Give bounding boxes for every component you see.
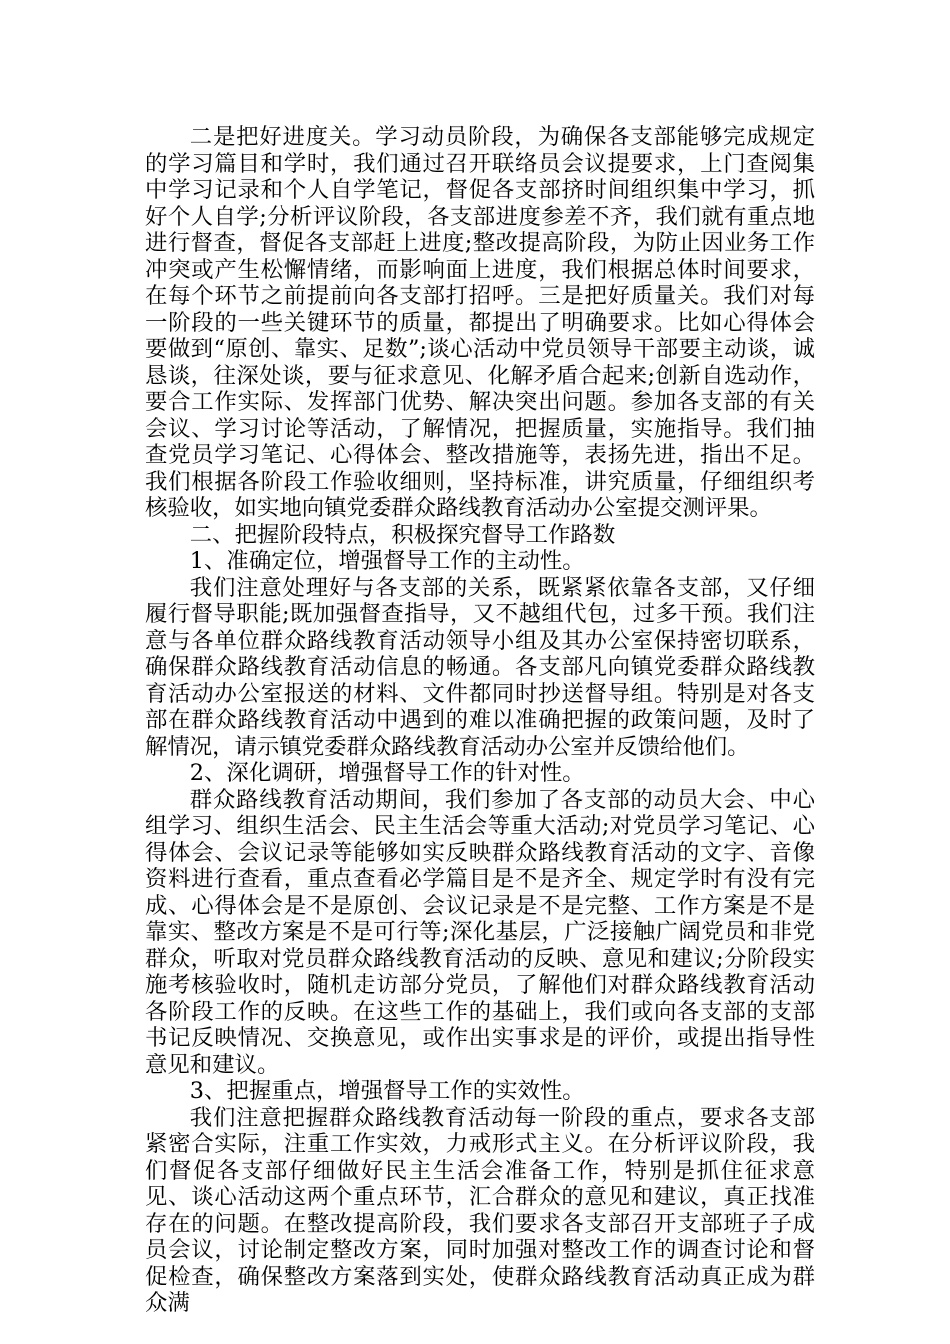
- paragraph-research: 群众路线教育活动期间，我们参加了各支部的动员大会、中心组学习、组织生活会、民主生活会等重大活动;对党员学习笔记、心得体会、会议记录等能够如实反映群众路线教育活动的文字、音像资料进行查看，重点查看必学篇目是不是齐全、规定学时有没有完成、心得体会是不是原创、会议记录是不是完整、工作方案是不是靠实、整改方案是不是可行等;深化基层，广泛接触广阔党员和非党群众，听取对党员群众路线教育活动的反映、意见和建议;分阶段实施考核验收时，随机走访部分党员，了解他们对群众路线教育活动各阶段工作的反映。在这些工作的基础上，我们或向各支部的支部书记反映情况、交换意见，或作出实事求是的评价，或提出指导性意见和建议。: [145, 786, 815, 1078]
- subheading-two: 2、深化调研，增强督导工作的针对性。: [189, 760, 585, 786]
- subheading-three: 3、把握重点，增强督导工作的实效性。: [189, 1078, 585, 1104]
- section-heading-two: 二、把握阶段特点，积极探究督导工作路数: [189, 521, 616, 548]
- paragraph-positioning: 我们注意处理好与各支部的关系，既紧紧依靠各支部，又仔细履行督导职能;既加强督查指导，又不越组代包，过多干预。我们注意与各单位群众路线教育活动领导小组及其办公室保持密切联系，确保群众路线教育活动信息的畅通。各支部凡向镇党委群众路线教育活动办公室报送的材料、文件都同时抄送督导组。特别是对各支部在群众路线教育活动中遇到的难以准确把握的政策问题，及时了解情况，请示镇党委群众路线教育活动办公室并反馈给他们。: [145, 574, 815, 760]
- document-body: [145, 124, 815, 1317]
- subheading-one: 1、准确定位，增强督导工作的主动性。: [189, 548, 585, 574]
- paragraph-focus: 我们注意把握群众路线教育活动每一阶段的重点，要求各支部紧密合实际，注重工作实效，力戒形式主义。在分析评议阶段，我们督促各支部仔细做好民主生活会准备工作，特别是抓住征求意见、谈心活动这两个重点环节，汇合群众的意见和建议，真正找准存在的问题。在整改提高阶段，我们要求各支部召开支部班子子成员会议，讨论制定整改方案，同时加强对整改工作的调查讨论和督促检查，确保整改方案落到实处，使群众路线教育活动真正成为群众满: [145, 1104, 815, 1316]
- paragraph-progress-quality: 二是把好进度关。学习动员阶段，为确保各支部能够完成规定的学习篇目和学时，我们通过召开联络员会议提要求，上门查阅集中学习记录和个人自学笔记，督促各支部挤时间组织集中学习，抓好个人自学;分析评议阶段，各支部进度参差不齐，我们就有重点地进行督查，督促各支部赶上进度;整改提高阶段，为防止因业务工作冲突或产生松懈情绪，而影响面上进度，我们根据总体时间要求，在每个环节之前提前向各支部打招呼。三是把好质量关。我们对每一阶段的一些关键环节的质量，都提出了明确要求。比如心得体会要做到“原创、靠实、足数”;谈心活动中党员领导干部要主动谈，诚恳谈，往深处谈，要与征求意见、化解矛盾合起来;创新自选动作，要合工作实际、发挥部门优势、解决突出问题。参加各支部的有关会议、学习讨论等活动，了解情况，把握质量，实施指导。我们抽查党员学习笔记、心得体会、整改措施等，表扬先进，指出不足。我们根据各阶段工作验收细则，坚持标准，讲究质量，仔细组织考核验收，如实地向镇党委群众路线教育活动办公室提交测评果。: [145, 124, 815, 521]
